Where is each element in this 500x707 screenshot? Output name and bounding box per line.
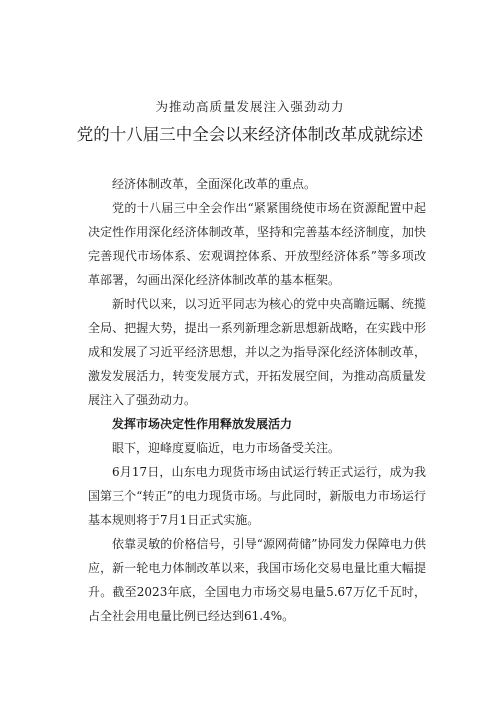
section-heading: 发挥市场决定性作用释放发展活力 bbox=[112, 417, 293, 431]
document-body bbox=[88, 172, 426, 628]
paragraph: 依靠灵敏的价格信号，引导“源网荷储”协同发力保障电力供应，新一轮电力体制改革以来，我国市场化交易电量比重大幅提升。截至2023年底，全国电力市场交易电量5.67万亿千瓦时，占全社会用电量比例已经达到61.4%。 bbox=[88, 537, 426, 623]
paragraph: 眼下，迎峰度夏临近，电力市场备受关注。 bbox=[112, 441, 341, 455]
paragraph: 党的十八届三中全会作出“紧紧围绕使市场在资源配置中起决定性作用深化经济体制改革，坚持和完善基本经济制度，加快完善现代市场体系、宏观调控体系、开放型经济体系”等多项改革部署，勾画出深化经济体制改革的基本框架。 bbox=[88, 201, 426, 287]
paragraph: 6月17日，山东电力现货市场由试运行转正式运行，成为我国第三个“转正”的电力现货市场。与此同时，新版电力市场运行基本规则将于7月1日正式实施。 bbox=[88, 465, 426, 527]
paragraph: 经济体制改革，全面深化改革的重点。 bbox=[112, 177, 317, 191]
paragraph: 新时代以来，以习近平同志为核心的党中央高瞻远瞩、统揽全局、把握大势，提出一系列新理念新思想新战略，在实践中形成和发展了习近平经济思想，并以之为指导深化经济体制改革，激发发展活力，转变发展方式，开拓发展空间，为推动高质量发展注入了强劲动力。 bbox=[88, 297, 426, 407]
document-title: 党的十八届三中全会以来经济体制改革成就综述 bbox=[76, 125, 424, 144]
document-subtitle: 为推动高质量发展注入强劲动力 bbox=[155, 99, 345, 114]
